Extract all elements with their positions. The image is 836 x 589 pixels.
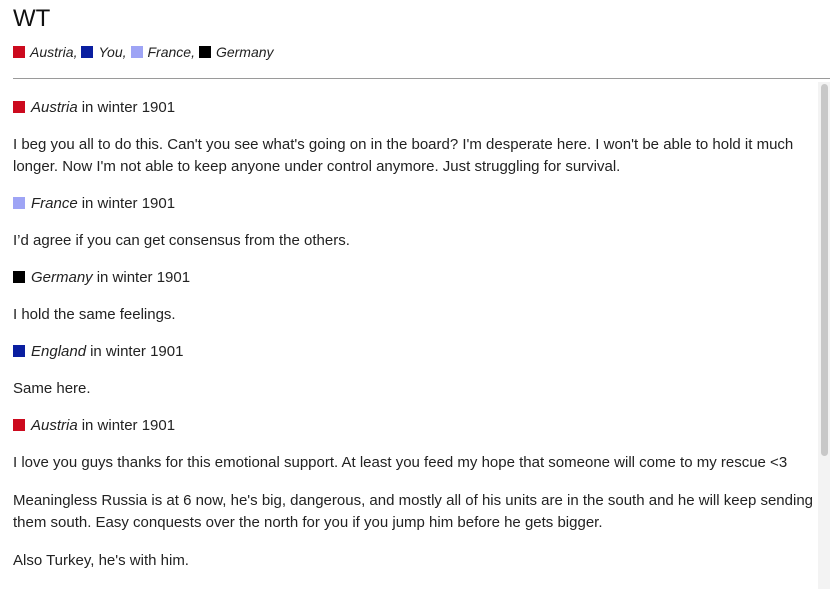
color-swatch-icon [131, 46, 143, 58]
participant-austria [13, 43, 77, 61]
message-text: I love you guys thanks for this emotional support. At least you feed my hope that someone will come to my rescue <3 [13, 454, 788, 471]
scrollbar[interactable] [818, 82, 830, 589]
color-swatch-icon [13, 46, 25, 58]
message-time: in winter 1901 [81, 416, 176, 434]
sender-color-icon [13, 419, 25, 431]
message-text: Also Turkey, he's with him. [13, 552, 189, 569]
message-text: I hold the same feelings. [13, 306, 176, 323]
message-sender: France [31, 194, 78, 212]
sender-color-icon [13, 197, 25, 209]
header-divider [13, 78, 830, 79]
color-swatch-icon [199, 46, 211, 58]
scrollbar-thumb[interactable] [821, 84, 828, 456]
message [13, 96, 816, 178]
participant-separator: , [73, 44, 78, 60]
color-swatch-icon [81, 46, 93, 58]
message-header [13, 414, 816, 436]
participant-you [81, 43, 126, 61]
message-header [13, 340, 816, 362]
message [13, 414, 816, 572]
participant-name: France [147, 44, 192, 60]
sender-color-icon [13, 101, 25, 113]
message-sender: Austria [31, 416, 78, 434]
participant-france [131, 43, 195, 61]
participant-separator: , [191, 44, 195, 60]
message-sender: Austria [31, 98, 78, 116]
message-text: Same here. [13, 380, 91, 397]
message-header [13, 96, 816, 118]
message-list [13, 82, 816, 589]
participant-separator: , [122, 44, 127, 60]
message-time: in winter 1901 [96, 268, 191, 286]
participant-name: Austria [30, 44, 74, 60]
message-text: I’d agree if you can get consensus from the others. [13, 232, 350, 249]
message-time: in winter 1901 [90, 342, 184, 360]
message-header [13, 266, 816, 288]
participant-name: Germany [215, 44, 274, 60]
message-text: I beg you all to do this. Can't you see what's going on in the board? I'm desperate here. I won't be able to hold it much longer. Now I'm not able to keep anyone under control anymore. Just struggling for survival. [13, 136, 794, 175]
sender-color-icon [13, 271, 25, 283]
sender-color-icon [13, 345, 25, 357]
participant-germany [199, 43, 274, 61]
participant-name: You [98, 44, 123, 60]
message [13, 340, 816, 400]
message-sender: England [31, 342, 87, 360]
message [13, 266, 816, 326]
message-header [13, 192, 816, 214]
message [13, 192, 816, 252]
message-sender: Germany [31, 268, 93, 286]
message-time: in winter 1901 [81, 98, 176, 116]
message-time: in winter 1901 [81, 194, 176, 212]
message-text: Meaningless Russia is at 6 now, he's big, dangerous, and mostly all of his units are in the south and he will keep sending them south. Easy conquests over the north for you if you jump him before he gets bigger. [13, 492, 814, 531]
page-title: WT [13, 5, 51, 32]
participant-list [13, 43, 278, 61]
